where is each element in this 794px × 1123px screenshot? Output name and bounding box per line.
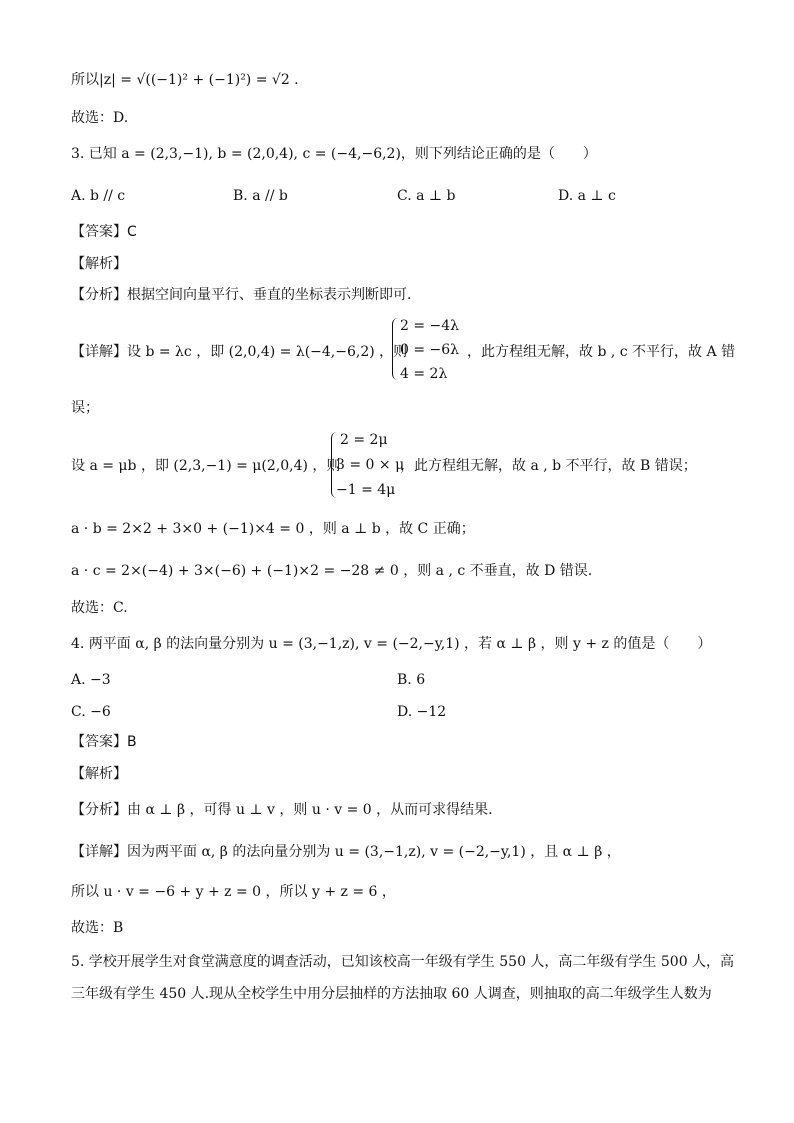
- question-4-option-c: C. −6: [71, 704, 111, 720]
- equation-row: 4 = 2λ: [400, 366, 448, 382]
- question-3-option-d: D. a ⊥ c: [558, 188, 616, 204]
- question-4-option-b: B. 6: [397, 672, 426, 688]
- answer-label-3: 【答案】C: [71, 224, 137, 240]
- question-3-option-c: C. a ⊥ b: [397, 188, 456, 204]
- equation-system-brace: [392, 318, 399, 380]
- question-4-stem: 4. 两平面 α, β 的法向量分别为 u = (3,−1,z), v = (−2,−y,1) ，若 α ⊥ β ，则 y + z 的值是（ ）: [71, 636, 712, 652]
- analysis-summary-3: 【分析】根据空间向量平行、垂直的坐标表示判断即可.: [71, 287, 412, 303]
- analysis-header-3: 【解析】: [71, 256, 127, 272]
- choice-conclusion: 故选：B: [71, 920, 124, 936]
- question-3-stem: 3. 已知 a = (2,3,−1), b = (2,0,4), c = (−4,−6,2)，则下列结论正确的是（ ）: [71, 146, 597, 162]
- analysis-summary-4: 【分析】由 α ⊥ β ，可得 u ⊥ v ，则 u · v = 0 ，从而可求得结果.: [71, 802, 493, 818]
- detail-3-wrap: 误；: [71, 400, 99, 416]
- equation-row: 2 = −4λ: [400, 318, 460, 334]
- detail-3-intro: 【详解】设 b = λc ，即 (2,0,4) = λ(−4,−6,2) ，则: [71, 344, 408, 360]
- solution-line-modulus: 所以|z| = √((−1)² + (−1)²) = √2 .: [71, 72, 299, 88]
- question-3-option-a: A. b // c: [71, 188, 126, 204]
- choice-conclusion: 故选：C.: [71, 600, 128, 616]
- dot-product-ac: a · c = 2×(−4) + 3×(−6) + (−1)×2 = −28 ≠ 0 ，则 a , c 不垂直，故 D 错误.: [71, 563, 593, 579]
- detail-3-parallel-ab: 设 a = μb ，即 (2,3,−1) = μ(2,0,4) ，则: [71, 458, 341, 474]
- detail-4-result: 所以 u · v = −6 + y + z = 0 ，所以 y + z = 6 ，: [71, 884, 396, 900]
- question-3-option-b: B. a // b: [233, 188, 288, 204]
- question-4-option-a: A. −3: [71, 672, 111, 688]
- detail-4: 【详解】因为两平面 α, β 的法向量分别为 u = (3,−1,z), v = (−2,−y,1) ，且 α ⊥ β ，: [71, 844, 621, 860]
- answer-label-4: 【答案】B: [71, 734, 137, 750]
- detail-3-conclusion: ，此方程组无解，故 b , c 不平行，故 A 错: [467, 344, 736, 360]
- choice-conclusion: 故选：D.: [71, 110, 129, 126]
- dot-product-ab: a · b = 2×2 + 3×0 + (−1)×4 = 0 ，则 a ⊥ b ，故 C 正确；: [71, 521, 475, 537]
- equation-row: −1 = 4μ: [336, 482, 396, 498]
- equation-row: 3 = 0 × μ: [336, 457, 405, 473]
- question-4-option-d: D. −12: [397, 704, 447, 720]
- detail-3-parallel-conclusion: ，此方程组无解，故 a , b 不平行，故 B 错误；: [400, 458, 697, 474]
- equation-row: 2 = 2μ: [340, 432, 388, 448]
- analysis-header-4: 【解析】: [71, 766, 127, 782]
- equation-row: 0 = −6λ: [400, 342, 460, 358]
- question-5-stem-line2: 三年级有学生 450 人.现从全校学生中用分层抽样的方法抽取 60 人调查，则抽取的高二年级学生人数为: [71, 986, 712, 1002]
- question-5-stem-line1: 5. 学校开展学生对食堂满意度的调查活动，已知该校高一年级有学生 550 人，高二年级有学生 500 人，高: [71, 954, 735, 970]
